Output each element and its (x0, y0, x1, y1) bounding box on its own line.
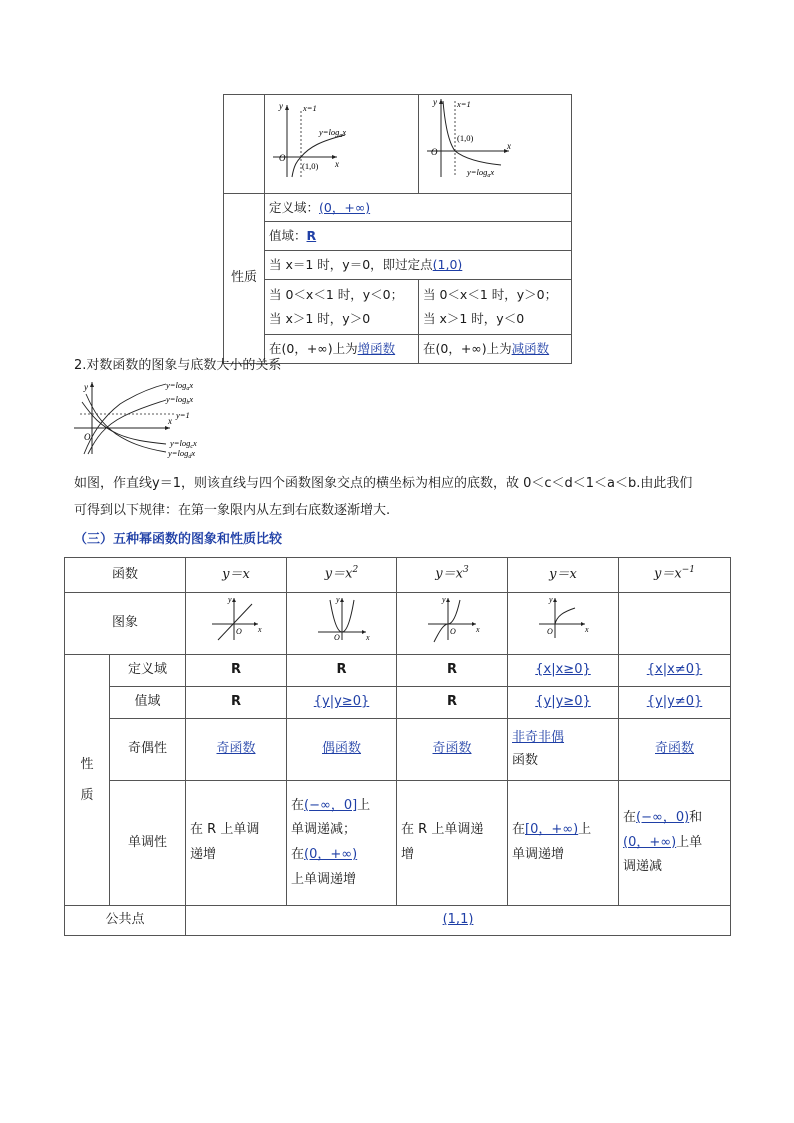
mono-4: 在[0，+∞)上 单调递增 (508, 781, 619, 906)
svg-text:x: x (168, 416, 172, 426)
blank-cell (224, 95, 265, 194)
svg-text:x: x (335, 159, 339, 169)
func-2: $y=x^2$ (287, 558, 397, 593)
svg-text:y=1: y=1 (176, 410, 190, 420)
log-graph-increasing (265, 95, 415, 183)
func-3: $y=x^3$ (397, 558, 508, 593)
svg-text:x: x (585, 624, 589, 634)
parity-label: 奇偶性 (110, 719, 186, 781)
svg-text:y: y (433, 97, 437, 107)
svg-text:O: O (333, 632, 340, 642)
prop-label: 性质 (224, 193, 265, 363)
range-2: {y|y≥0} (287, 687, 397, 719)
mono-1: 在 R 上单调 递增 (186, 781, 287, 906)
svg-text:O: O (547, 626, 553, 636)
svg-text:y=logbx: $y=\log_bx$ (166, 394, 194, 406)
decreasing-answer: 减函数 (511, 340, 550, 356)
mono-5: 在(−∞，0)和 (0，+∞)上单 调递减 (619, 781, 731, 906)
parity-2: 偶函数 (287, 719, 397, 781)
domain-answer: (0，+∞) (319, 199, 371, 215)
graph-y-eq-x3 (397, 593, 508, 655)
header-function: 函数 (65, 558, 186, 593)
svg-text:y: y (335, 594, 340, 604)
svg-text:y=logax: $y=\log_ax$ (467, 167, 495, 179)
power-functions-table (64, 557, 731, 936)
func-1: y＝x (186, 558, 287, 593)
section2-paragraph: 如图，作直线y＝1，则该直线与四个函数图象交点的横坐标为相应的底数，故 0＜c＜d＜1＜a＜b.由此我们 可得到以下规律：在第一象限内从左到右底数逐渐增大. (74, 476, 693, 518)
svg-text:y=logax: $y=\log_ax$ (166, 380, 194, 392)
mono-label: 单调性 (110, 781, 186, 906)
svg-text:O: O (431, 147, 438, 157)
parity-1: 奇函数 (186, 719, 287, 781)
section2-title: 2.对数函数的图象与底数大小的关系 (74, 358, 282, 373)
common-point-label: 公共点 (65, 906, 186, 936)
graph-y-eq-x (186, 593, 287, 655)
graph-y-eq-x-inv-empty (619, 593, 731, 655)
log-graph-base-lt1 (419, 95, 572, 194)
svg-text:O: O (236, 626, 242, 636)
mono-3: 在 R 上单调递 增 (397, 781, 508, 906)
log-base-comparison-graph (70, 378, 220, 460)
domain-5: {x|x≠0} (619, 655, 731, 687)
svg-text:y: y (549, 594, 553, 604)
range-row: 值域：R (265, 222, 572, 251)
parity-3: 奇函数 (397, 719, 508, 781)
common-point-value: (1,1) (186, 906, 731, 936)
range-answer: R (306, 228, 317, 244)
svg-text:x: x (507, 141, 511, 151)
range-3: R (397, 687, 508, 719)
range-1: R (186, 687, 287, 719)
log-graph-decreasing (419, 95, 569, 183)
log-graph-base-gt1 (265, 95, 419, 194)
fixed-point-row: 当 x＝1 时，y＝0，即过定点(1,0) (265, 251, 572, 280)
graph-y-eq-sqrt-x (508, 593, 619, 655)
func-4: y＝x (508, 558, 619, 593)
domain-label: 定义域 (110, 655, 186, 687)
parity-4: 非奇非偶 函数 (508, 719, 619, 781)
range-5: {y|y≠0} (619, 687, 731, 719)
svg-text:x: x (476, 624, 480, 634)
fixed-point-answer: (1,0) (432, 257, 463, 273)
domain-3: R (397, 655, 508, 687)
svg-text:y: y (442, 594, 446, 604)
parity-5: 奇函数 (619, 719, 731, 781)
domain-2: R (287, 655, 397, 687)
left-mono-cell: 在(0，+∞)上为增函数 (265, 334, 419, 363)
range-label: 值域 (110, 687, 186, 719)
right-sign-cell: 当 0＜x＜1 时，y＞0； 当 x＞1 时，y＜0 (419, 279, 572, 334)
func-5: $y=x^{-1}$ (619, 558, 731, 593)
range-4: {y|y≥0} (508, 687, 619, 719)
svg-text:x=1: x=1 (457, 99, 471, 109)
svg-text:(1,0): (1,0) (302, 161, 319, 171)
svg-text:y: y (279, 101, 283, 111)
svg-text:O: O (84, 432, 91, 442)
left-sign-cell: 当 0＜x＜1 时，y＜0； 当 x＞1 时，y＞0 (265, 279, 419, 334)
svg-text:y: y (84, 382, 88, 392)
log-properties-table (223, 94, 572, 364)
right-mono-cell: 在(0，+∞)上为减函数 (419, 334, 572, 363)
graph-label: 图象 (65, 593, 186, 655)
origin-label: O (279, 153, 286, 163)
mono-2: 在(−∞，0]上 单调递减； 在(0，+∞) 上单调递增 (287, 781, 397, 906)
properties-label: 性 质 (65, 655, 110, 906)
domain-row: 定义域：(0，+∞) (265, 193, 572, 222)
svg-text:y=logdx: $y=\log_dx$ (168, 448, 196, 460)
section3-heading: （三）五种幂函数的图象和性质比较 (74, 532, 283, 547)
svg-text:x: x (365, 632, 370, 642)
svg-text:y=logcx: $y=\log_cx$ (170, 438, 197, 450)
svg-text:(1,0): (1,0) (457, 133, 474, 143)
increasing-answer: 增函数 (357, 340, 396, 356)
svg-text:x: x (258, 624, 262, 634)
svg-text:y: y (228, 594, 232, 604)
svg-text:y=logax: $y=\log_ax$ (319, 127, 347, 139)
svg-text:O: O (450, 626, 456, 636)
svg-text:x=1: x=1 (303, 103, 317, 113)
domain-1: R (186, 655, 287, 687)
domain-4: {x|x≥0} (508, 655, 619, 687)
graph-y-eq-x2 (287, 593, 397, 655)
